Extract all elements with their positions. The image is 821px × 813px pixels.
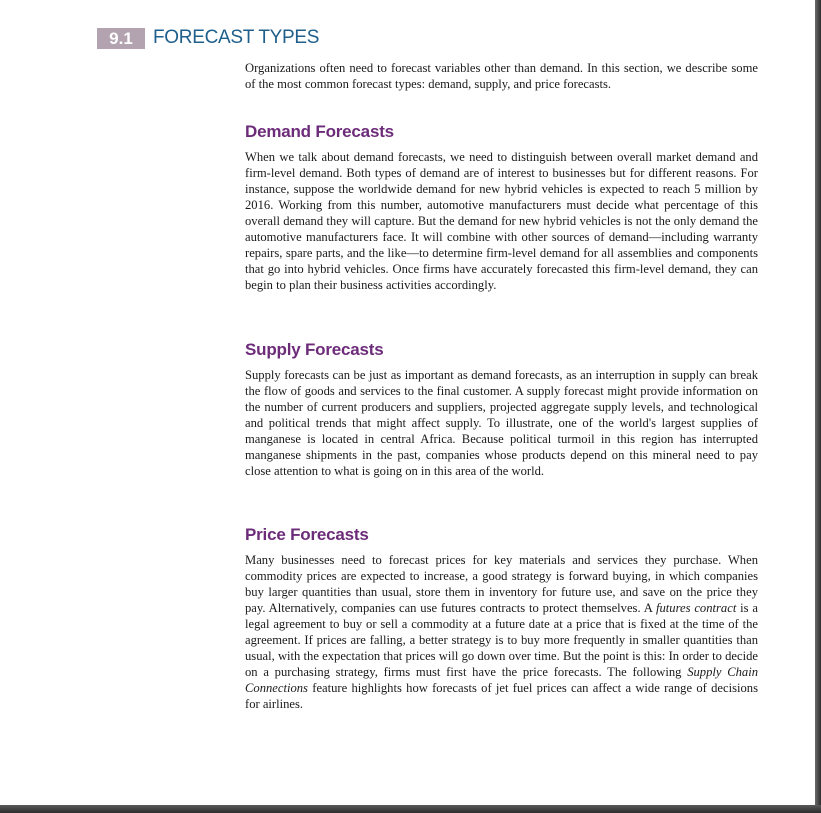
futures-contract-term: futures contract (655, 601, 737, 615)
supply-chain-connections-feature: Supply Chain Connections (245, 665, 758, 695)
price-forecasts-heading: Price Forecasts (245, 525, 369, 544)
intro-block (245, 60, 758, 92)
price-text-part-1: Many businesses need to forecast prices for key materials and services they purchase. When commodity prices are expected to increase, a good strategy is forward buying, in which companies buy larger quantities than usual, store them in inventory for future use, and save on the price they pay. Alternatively, companies can use futures contracts to protect themselves. A (245, 553, 758, 615)
intro-paragraph: Organizations often need to forecast variables other than demand. In this section, we describe some of the most common forecast types: demand, supply, and price forecasts. (245, 61, 758, 91)
supply-forecasts-section (245, 339, 758, 479)
demand-forecasts-heading: Demand Forecasts (245, 122, 394, 141)
viewer-edge-bottom (0, 805, 821, 813)
viewer-edge-right (815, 0, 821, 813)
price-forecasts-section (245, 524, 758, 712)
price-forecasts-paragraph (245, 552, 758, 712)
section-number-badge: 9.1 (97, 28, 145, 49)
price-text-part-3: feature highlights how forecasts of jet fuel prices can affect a wide range of decisions for airlines. (245, 681, 758, 711)
demand-forecasts-section (245, 121, 758, 293)
supply-forecasts-heading: Supply Forecasts (245, 340, 384, 359)
section-title: FORECAST TYPES (153, 27, 320, 48)
supply-forecasts-paragraph: Supply forecasts can be just as important as demand forecasts, as an interruption in supply can break the flow of goods and services to the final customer. A supply forecast might provide information on the number of current producers and suppliers, projected aggregate supply levels, and technological and political trends that might affect supply. To illustrate, one of the world's largest supplies of manganese is located in central Africa. Because political turmoil in this region has interrupted manganese shipments in the past, companies whose products depend on this mineral need to pay close attention to what is going on in this area of the world. (245, 368, 758, 478)
price-text-part-2: is a legal agreement to buy or sell a commodity at a future date at a price that is fixed at the time of the agreement. If prices are falling, a better strategy is to buy more frequently in smaller quantities than usual, with the expectation that prices will go down over time. But the point is this: In order to decide on a purchasing strategy, firms must first have the price forecasts. The following (245, 601, 758, 679)
demand-forecasts-paragraph: When we talk about demand forecasts, we need to distinguish between overall market demand and firm-level demand. Both types of demand are of interest to businesses but for different reasons. For instance, suppose the worldwide demand for new hybrid vehicles is expected to reach 5 million by 2016. Working from this number, automotive manufacturers must decide what percentage of this overall demand they will capture. But the demand for new hybrid vehicles is not the only demand the automotive manufacturers face. It will combine with other sources of demand—including warranty repairs, spare parts, and the like—to determine firm-level demand for all assemblies and components that go into hybrid vehicles. Once firms have accurately forecasted this firm-level demand, they can begin to plan their business activities accordingly. (245, 150, 758, 292)
